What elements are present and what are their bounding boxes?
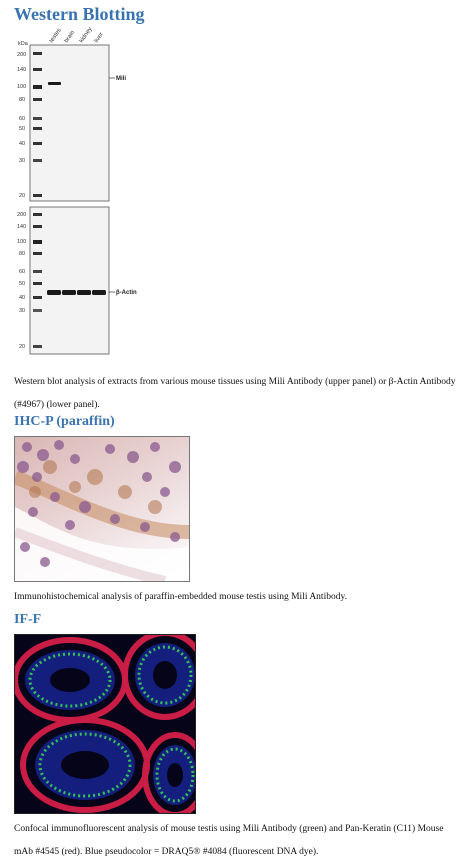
lower-marker-140: 140 <box>17 224 27 230</box>
upper-marker-50: 50 <box>19 126 26 132</box>
if-title: IF-F <box>14 612 42 627</box>
upper-marker-60: 60 <box>19 116 26 122</box>
upper-marker-140: 140 <box>17 67 27 73</box>
ihc-tissue-illustration <box>15 437 189 581</box>
if-tissue-illustration <box>15 635 195 813</box>
ihc-caption: Immunohistochemical analysis of paraffin-embedded mouse testis using Mili Antibody. <box>14 592 347 602</box>
lower-marker-60: 60 <box>19 269 26 275</box>
kda-label: kDa <box>18 41 28 47</box>
lower-marker-40: 40 <box>19 295 26 301</box>
upper-marker-80: 80 <box>19 97 26 103</box>
upper-marker-40: 40 <box>19 141 26 147</box>
upper-marker-20: 20 <box>19 193 26 199</box>
if-micrograph <box>14 634 196 814</box>
actin-band-brain <box>62 290 76 295</box>
lane-label-liver: liver <box>93 31 105 45</box>
lane-label-kidney: kidney <box>78 26 94 45</box>
ihc-title: IHC-P (paraffin) <box>14 414 115 429</box>
lower-marker-50: 50 <box>19 281 26 287</box>
actin-band-testes <box>47 290 61 295</box>
lower-marker-20: 20 <box>19 344 26 350</box>
actin-band-label: β-Actin <box>116 290 137 296</box>
lower-marker-30: 30 <box>19 308 26 314</box>
western-blot-caption: Western blot analysis of extracts from various mouse tissues using Mili Antibody (upper panel) or β-Actin Antibody (#4967) (lower panel). <box>14 377 456 410</box>
lower-blot-panel <box>30 207 109 354</box>
lower-marker-80: 80 <box>19 251 26 257</box>
lower-marker-200: 200 <box>17 212 27 218</box>
actin-band-kidney <box>77 290 91 295</box>
western-blot-figure <box>0 0 473 360</box>
lane-label-brain: brain <box>63 29 77 45</box>
mili-band-testes <box>48 82 61 85</box>
upper-marker-200: 200 <box>17 52 27 58</box>
lane-label-testes: testes <box>48 27 63 45</box>
mili-band-label: Mili <box>116 76 126 82</box>
actin-band-liver <box>92 290 106 295</box>
if-caption: Confocal immunofluorescent analysis of mouse testis using Mili Antibody (green) and Pan-Keratin (C11) Mouse mAb #4545 (red). Blue pseudocolor = DRAQ5® #4084 (fluorescent DNA dye). <box>14 824 444 857</box>
upper-marker-30: 30 <box>19 158 26 164</box>
lower-marker-100: 100 <box>17 239 27 245</box>
western-blotting-title: Western Blotting <box>14 4 145 24</box>
ihc-micrograph <box>14 436 190 582</box>
upper-marker-100: 100 <box>17 84 27 90</box>
